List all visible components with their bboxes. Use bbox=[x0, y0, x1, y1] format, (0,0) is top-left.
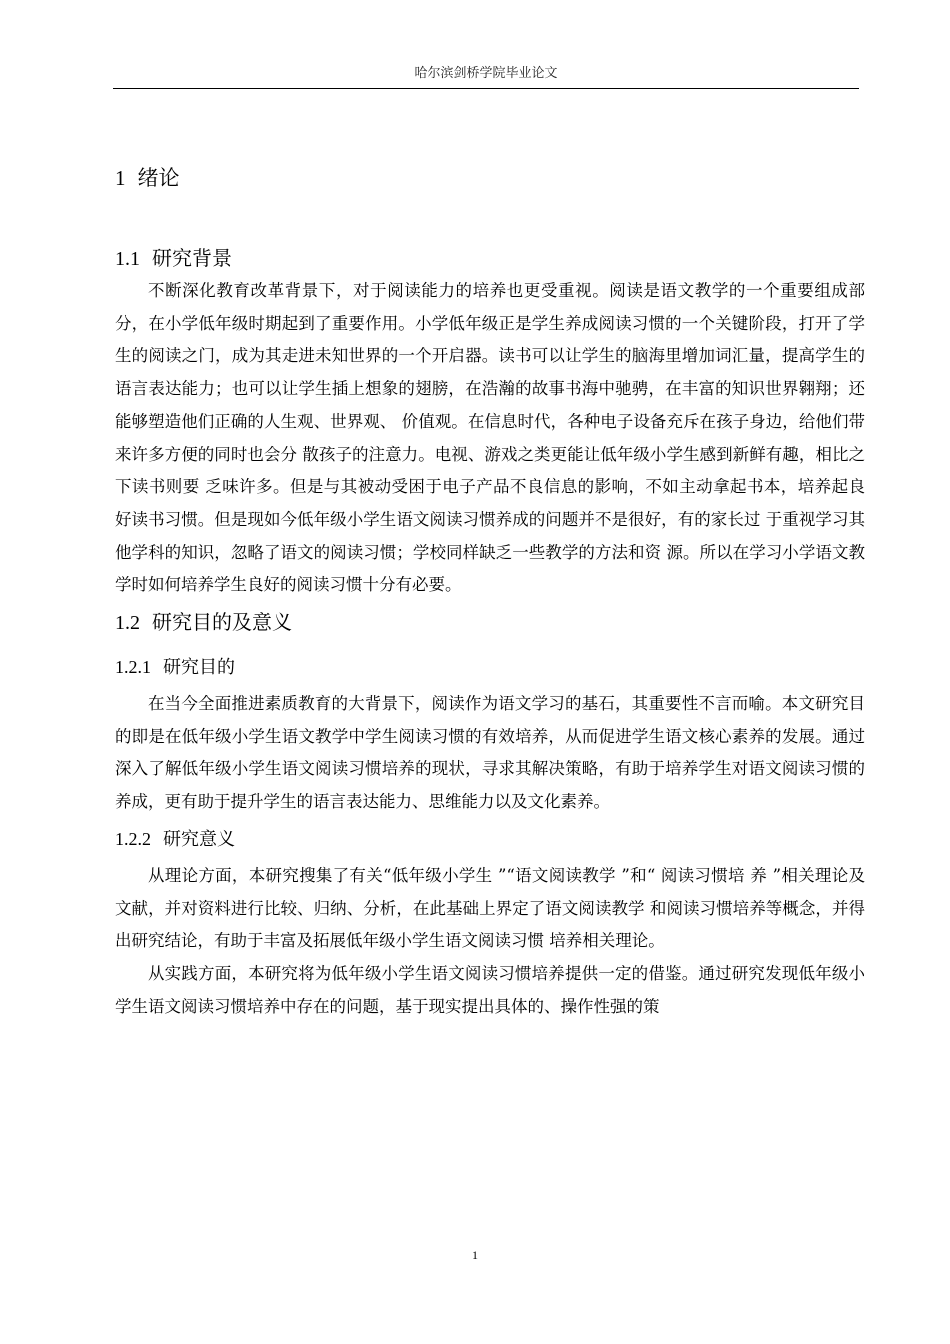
subsection-heading-1-2-1 bbox=[115, 647, 865, 688]
paragraph-significance-practice: 从实践方面，本研究将为低年级小学生语文阅读习惯培养提供一定的借鉴。通过研究发现低年级小学生语文阅读习惯培养中存在的问题，基于现实提出具体的、操作性强的策 bbox=[115, 963, 865, 1016]
page-number: 1 bbox=[472, 1248, 478, 1262]
section-heading-1-1 bbox=[115, 238, 865, 279]
section-number: 1.1 bbox=[115, 248, 140, 270]
paragraph-purpose: 在当今全面推进素质教育的大背景下，阅读作为语文学习的基石，其重要性不言而喻。本文研究目的即是在低年级小学生语文教学中学生阅读习惯的有效培养，从而促进学生语文核心素养的发展。通过深入了解低年级小学生语文阅读习惯培养的现状，寻求其解决策略，有助于培养学生对语文阅读习惯的养成，更有助于提升学生的语言表达能力、思维能力以及文化素养。 bbox=[115, 694, 865, 812]
subsection-title: 研究意义 bbox=[163, 828, 235, 850]
document-body bbox=[115, 158, 865, 1023]
section-heading-1-2 bbox=[115, 602, 865, 643]
chapter-title: 绪论 bbox=[137, 166, 180, 190]
section-title: 研究背景 bbox=[152, 246, 232, 270]
paragraph-background: 不断深化教育改革背景下，对于阅读能力的培养也更受重视。阅读是语文教学的一个重要组成部分，在小学低年级时期起到了重要作用。小学低年级正是学生养成阅读习惯的一个关键阶段，打开了学生的阅读之门，成为其走进未知世界的一个开启器。读书可以让学生的脑海里增加词汇量，提高学生的语言表达能力；也可以让学生插上想象的翅膀，在浩瀚的故事书海中驰骋，在丰富的知识世界翱翔；还能够塑造他们正确的人生观、世界观、 价值观。在信息时代，各种电子设备充斥在孩子身边，给他们带来许多方便的同时也会分 散孩子的注意力。电视、游戏之类更能让低年级小学生感到新鲜有趣，相比之下读书则要 乏味许多。但是与其被动受困于电子产品不良信息的影响，不如主动拿起书本，培养起良 好读书习惯。但是现如今低年级小学生语文阅读习惯养成的问题并不是很好，有的家长过 于重视学习其他学科的知识，忽略了语文的阅读习惯；学校同样缺乏一些教学的方法和资 源。所以在学习小学语文教学时如何培养学生良好的阅读习惯十分有必要。 bbox=[115, 281, 865, 595]
chapter-number: 1 bbox=[115, 166, 126, 190]
subsection-title: 研究目的 bbox=[163, 657, 235, 679]
subsection-number: 1.2.2 bbox=[115, 828, 151, 849]
section-title: 研究目的及意义 bbox=[152, 610, 292, 635]
chapter-heading bbox=[115, 158, 865, 200]
section-number: 1.2 bbox=[115, 612, 140, 635]
paragraph-significance-theory: 从理论方面，本研究搜集了有关“低年级小学生 ”“语文阅读教学 ”和“ 阅读习惯培 养 ”相关理论及文献，并对资料进行比较、归纳、分析，在此基础上界定了语文阅读教学 和阅读习惯培养等概念，并得出研究结论，有助于丰富及拓展低年级小学生语文阅读习惯 培养相关理论。 bbox=[115, 865, 865, 951]
page-header bbox=[113, 62, 859, 89]
subsection-heading-1-2-2 bbox=[115, 819, 865, 860]
subsection-number: 1.2.1 bbox=[115, 657, 151, 678]
header-title: 哈尔滨剑桥学院毕业论文 bbox=[414, 66, 558, 81]
